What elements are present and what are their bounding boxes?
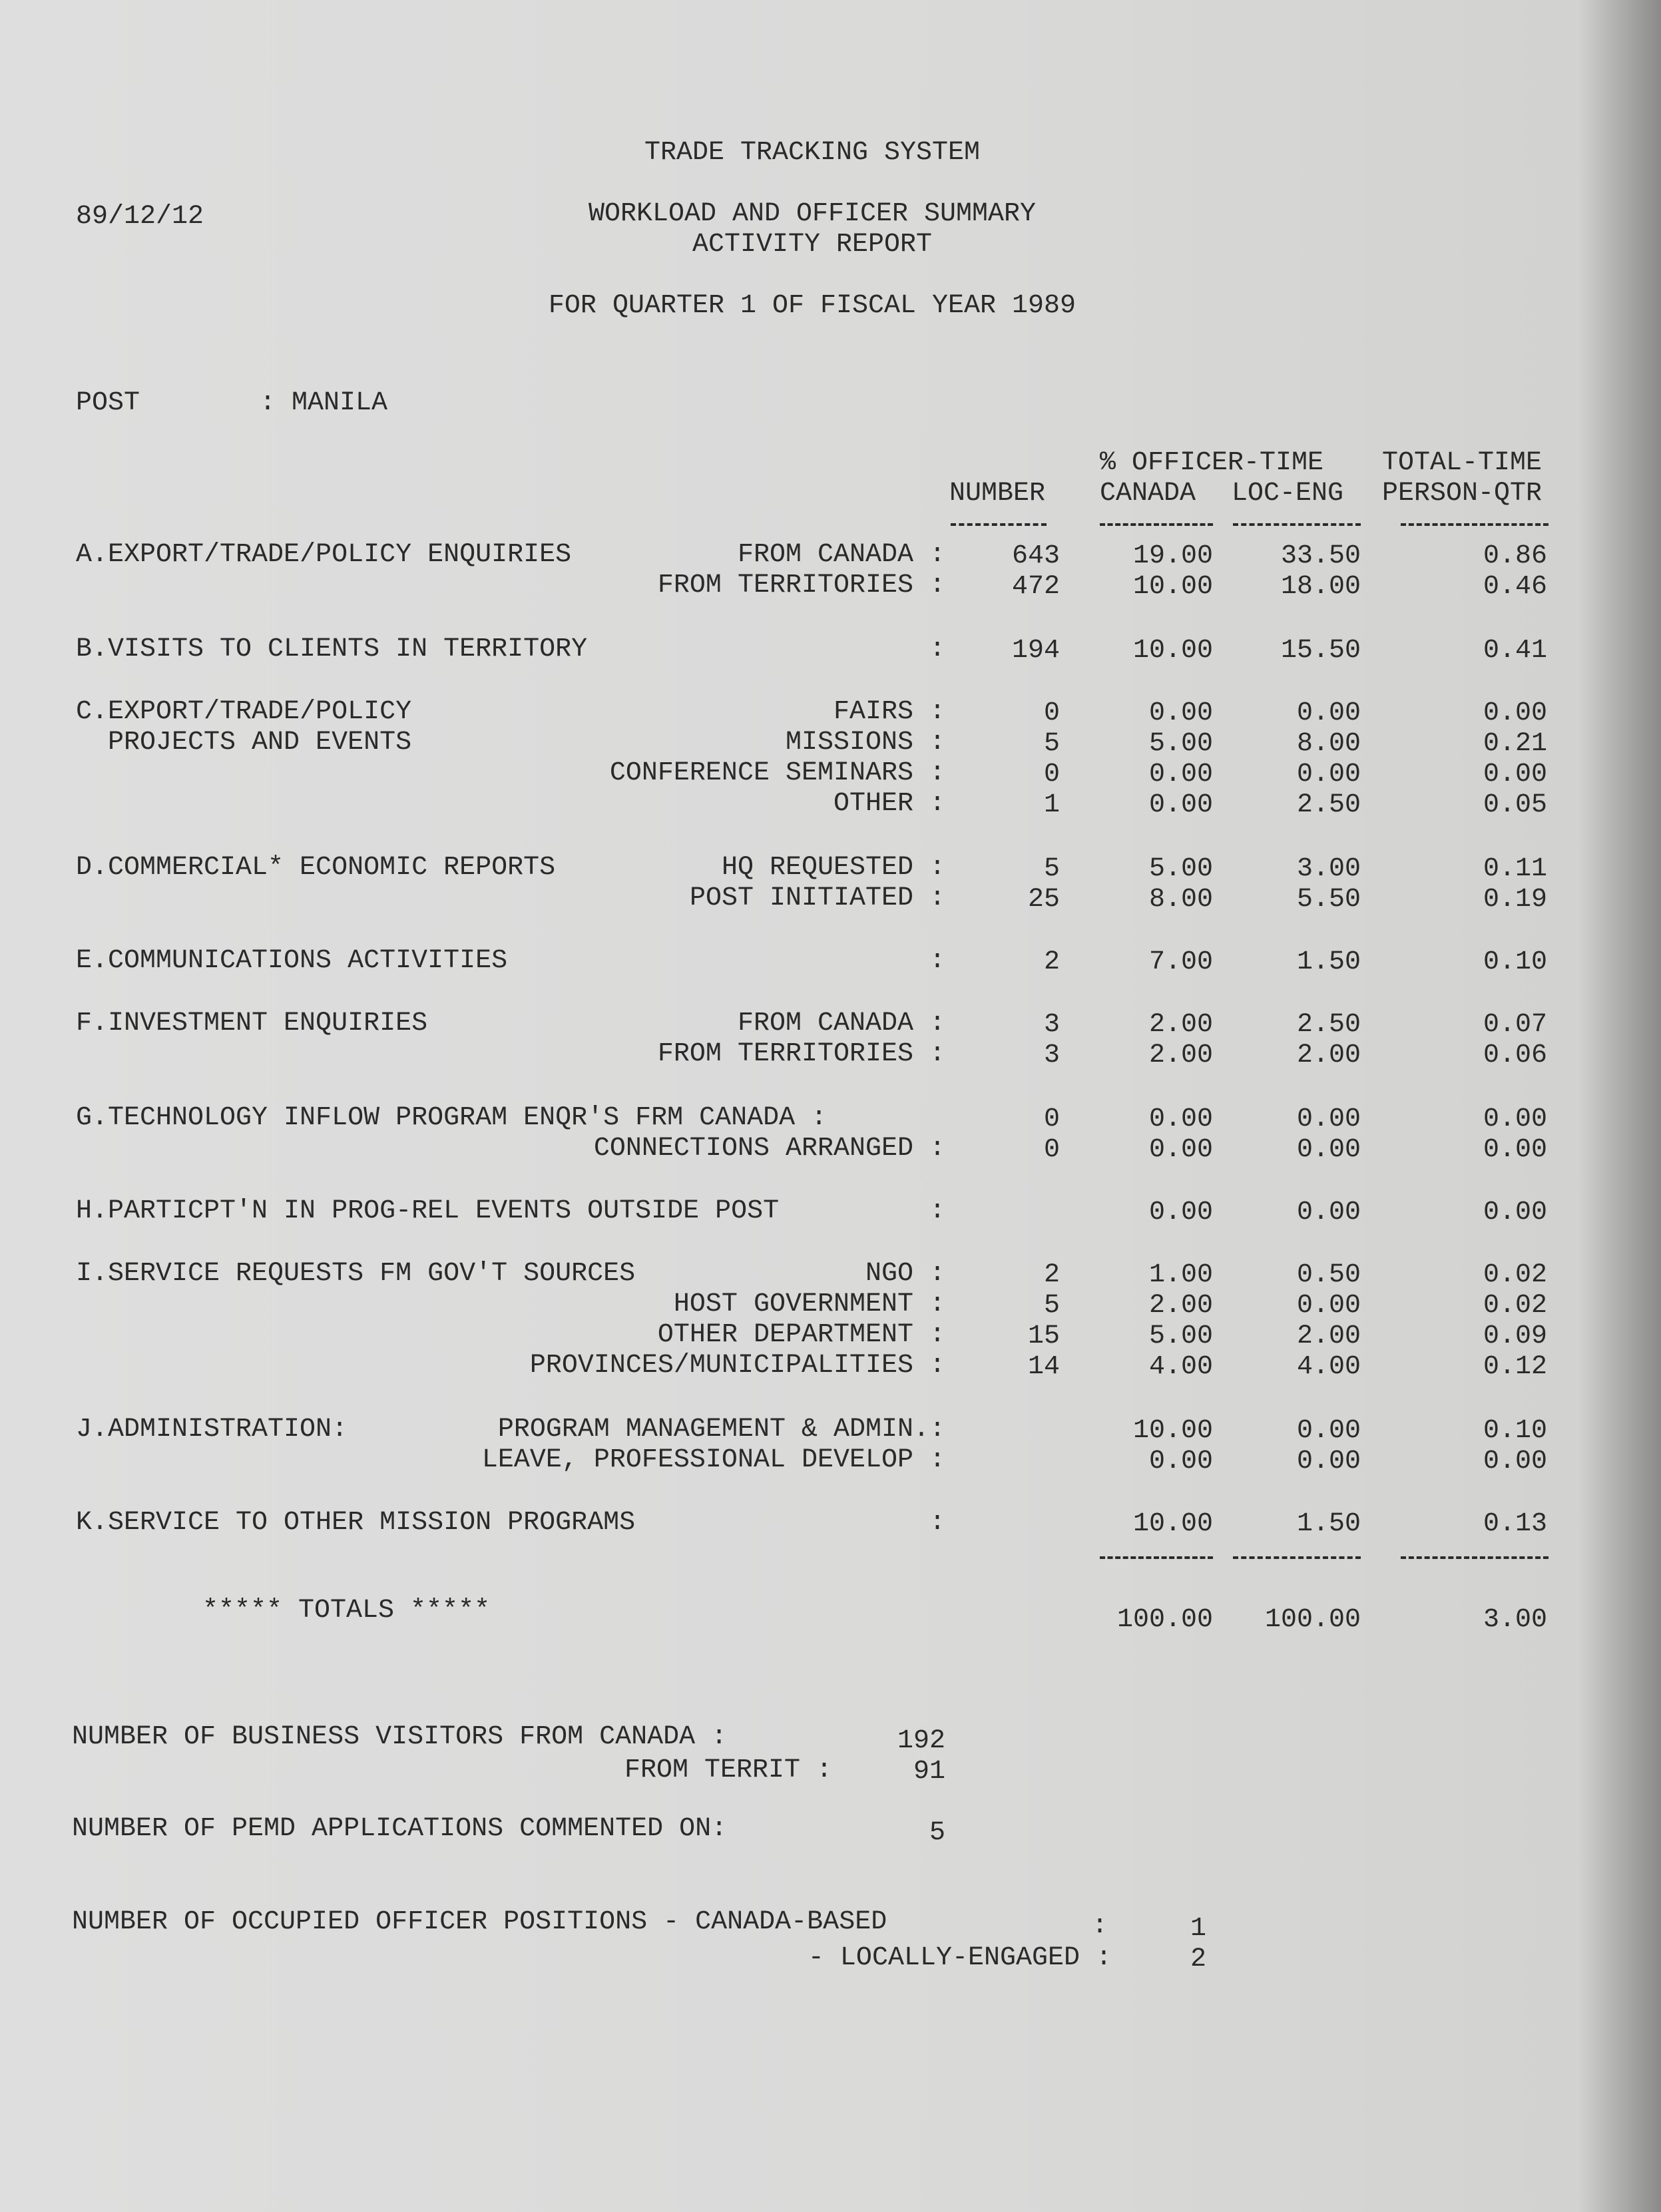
post-label: POST: [76, 388, 140, 418]
row-canada-pct: 0.00: [1148, 760, 1213, 789]
row-loc-eng-pct: 0.00: [1296, 698, 1361, 728]
pemd-value: 5: [929, 1818, 945, 1848]
row-number: 472: [1011, 572, 1060, 602]
row-canada-pct: 10.00: [1132, 636, 1213, 666]
row-number: 643: [1011, 541, 1060, 571]
row-number: 0: [1043, 760, 1060, 789]
positions-label: NUMBER OF OCCUPIED OFFICER POSITIONS - CANADA-BASED: [72, 1907, 887, 1937]
row-person-qtr: 0.12: [1483, 1352, 1547, 1382]
row-sub-label: FROM TERRITORIES :: [657, 570, 945, 600]
person-qtr-header: PERSON-QTR: [1382, 479, 1542, 509]
row-canada-pct: 10.00: [1132, 572, 1213, 602]
locally-engaged-label: - LOCALLY-ENGAGED :: [808, 1943, 1112, 1973]
row-canada-pct: 2.00: [1148, 1010, 1213, 1040]
row-sub-label: FROM CANADA :: [737, 540, 945, 570]
row-loc-eng-pct: 3.00: [1296, 854, 1361, 884]
row-canada-pct: 0.00: [1148, 698, 1213, 728]
row-category-label: PROJECTS AND EVENTS: [76, 728, 412, 758]
row-sub-label: FROM TERRITORIES :: [657, 1039, 945, 1069]
row-canada-pct: 10.00: [1132, 1416, 1213, 1446]
totals-rule-canada: [1100, 1556, 1213, 1559]
row-category-label: A.EXPORT/TRADE/POLICY ENQUIRIES: [76, 540, 572, 570]
row-sub-label: POST INITIATED :: [689, 883, 945, 913]
row-person-qtr: 0.41: [1483, 636, 1547, 666]
totals-canada: 100.00: [1116, 1605, 1213, 1635]
visitors-label: NUMBER OF BUSINESS VISITORS FROM CANADA :: [72, 1722, 728, 1752]
system-title: TRADE TRACKING SYSTEM: [644, 138, 981, 168]
row-number: 194: [1011, 636, 1060, 666]
pemd-label: NUMBER OF PEMD APPLICATIONS COMMENTED ON:: [72, 1814, 728, 1844]
row-number: 1: [1043, 790, 1060, 820]
row-sub-label: NGO :: [865, 1259, 945, 1289]
report-title-2: ACTIVITY REPORT: [692, 230, 933, 260]
row-canada-pct: 0.00: [1148, 790, 1213, 820]
row-category-label: F.INVESTMENT ENQUIRIES: [76, 1008, 428, 1038]
totals-rule-loc: [1233, 1556, 1361, 1559]
row-loc-eng-pct: 18.00: [1280, 572, 1361, 602]
report-period: FOR QUARTER 1 OF FISCAL YEAR 1989: [548, 291, 1076, 321]
row-canada-pct: 0.00: [1148, 1135, 1213, 1165]
number-header: NUMBER: [949, 479, 1046, 509]
row-sub-label: CONNECTIONS ARRANGED :: [593, 1134, 945, 1164]
row-canada-pct: 4.00: [1148, 1352, 1213, 1382]
row-person-qtr: 0.19: [1483, 885, 1547, 915]
row-number: 5: [1043, 854, 1060, 884]
row-sub-label: OTHER :: [833, 789, 945, 819]
report-date: 89/12/12: [76, 202, 204, 232]
row-person-qtr: 0.13: [1483, 1509, 1547, 1539]
row-person-qtr: 0.06: [1483, 1040, 1547, 1070]
row-loc-eng-pct: 0.00: [1296, 1416, 1361, 1446]
row-loc-eng-pct: 33.50: [1280, 541, 1361, 571]
header-rule-number: [951, 523, 1047, 526]
row-loc-eng-pct: 2.50: [1296, 1010, 1361, 1040]
row-loc-eng-pct: 0.00: [1296, 760, 1361, 789]
row-person-qtr: 0.00: [1483, 1446, 1547, 1476]
row-person-qtr: 0.00: [1483, 1198, 1547, 1227]
row-sub-label: PROGRAM MANAGEMENT & ADMIN.:: [497, 1415, 945, 1444]
row-sub-label: :: [929, 634, 945, 664]
row-canada-pct: 0.00: [1148, 1198, 1213, 1227]
row-loc-eng-pct: 2.00: [1296, 1040, 1361, 1070]
row-loc-eng-pct: 8.00: [1296, 729, 1361, 759]
row-loc-eng-pct: 0.00: [1296, 1446, 1361, 1476]
row-number: 0: [1043, 698, 1060, 728]
positions-local-value: 2: [1190, 1944, 1206, 1974]
header-rule-total: [1401, 523, 1548, 526]
row-category-label: D.COMMERCIAL* ECONOMIC REPORTS: [76, 853, 556, 883]
loc-eng-header: LOC-ENG: [1232, 479, 1344, 509]
row-sub-label: OTHER DEPARTMENT :: [657, 1320, 945, 1350]
row-number: 3: [1043, 1040, 1060, 1070]
row-category-label: K.SERVICE TO OTHER MISSION PROGRAMS: [76, 1508, 636, 1538]
row-person-qtr: 0.11: [1483, 854, 1547, 884]
row-canada-pct: 19.00: [1132, 541, 1213, 571]
row-person-qtr: 0.46: [1483, 572, 1547, 602]
totals-rule-total: [1401, 1556, 1548, 1559]
row-sub-label: FAIRS :: [833, 697, 945, 727]
row-loc-eng-pct: 1.50: [1296, 947, 1361, 977]
row-category-label: G.TECHNOLOGY INFLOW PROGRAM ENQR'S FRM CANADA :: [76, 1103, 828, 1133]
row-person-qtr: 0.09: [1483, 1321, 1547, 1351]
row-loc-eng-pct: 15.50: [1280, 636, 1361, 666]
row-sub-label: MISSIONS :: [785, 728, 945, 758]
visitors-territ-value: 91: [913, 1757, 945, 1787]
visitors-canada-value: 192: [897, 1726, 945, 1756]
pct-officer-time-header: % OFFICER-TIME: [1100, 448, 1324, 478]
row-canada-pct: 7.00: [1148, 947, 1213, 977]
row-canada-pct: 0.00: [1148, 1446, 1213, 1476]
row-sub-label: HOST GOVERNMENT :: [673, 1289, 945, 1319]
row-canada-pct: 5.00: [1148, 729, 1213, 759]
row-sub-label: CONFERENCE SEMINARS :: [609, 758, 945, 788]
row-loc-eng-pct: 0.00: [1296, 1198, 1361, 1227]
row-loc-eng-pct: 0.00: [1296, 1135, 1361, 1165]
row-sub-label: :: [929, 946, 945, 976]
positions-canada-colon: :: [1092, 1911, 1108, 1941]
total-time-header: TOTAL-TIME: [1382, 448, 1542, 478]
row-number: 2: [1043, 1260, 1060, 1290]
row-person-qtr: 0.21: [1483, 729, 1547, 759]
row-person-qtr: 0.86: [1483, 541, 1547, 571]
totals-person-qtr: 3.00: [1483, 1605, 1547, 1635]
row-sub-label: :: [929, 1196, 945, 1226]
row-person-qtr: 0.10: [1483, 947, 1547, 977]
row-canada-pct: 2.00: [1148, 1291, 1213, 1321]
header-rule-loc: [1233, 523, 1361, 526]
row-number: 25: [1027, 885, 1060, 915]
row-number: 5: [1043, 1291, 1060, 1321]
row-canada-pct: 0.00: [1148, 1104, 1213, 1134]
row-loc-eng-pct: 1.50: [1296, 1509, 1361, 1539]
row-person-qtr: 0.05: [1483, 790, 1547, 820]
row-number: 15: [1027, 1321, 1060, 1351]
totals-label: ***** TOTALS *****: [202, 1596, 491, 1626]
row-number: 2: [1043, 947, 1060, 977]
post-value: : MANILA: [260, 388, 388, 418]
row-number: 0: [1043, 1104, 1060, 1134]
totals-loc-eng: 100.00: [1264, 1605, 1361, 1635]
row-loc-eng-pct: 2.00: [1296, 1321, 1361, 1351]
row-category-label: E.COMMUNICATIONS ACTIVITIES: [76, 946, 508, 976]
row-number: 14: [1027, 1352, 1060, 1382]
row-canada-pct: 1.00: [1148, 1260, 1213, 1290]
row-canada-pct: 10.00: [1132, 1509, 1213, 1539]
row-loc-eng-pct: 0.50: [1296, 1260, 1361, 1290]
row-person-qtr: 0.02: [1483, 1291, 1547, 1321]
row-sub-label: :: [929, 1508, 945, 1538]
header-rule-canada: [1100, 523, 1213, 526]
row-loc-eng-pct: 0.00: [1296, 1104, 1361, 1134]
row-canada-pct: 5.00: [1148, 854, 1213, 884]
report-title-1: WORKLOAD AND OFFICER SUMMARY: [588, 199, 1037, 229]
row-canada-pct: 2.00: [1148, 1040, 1213, 1070]
row-person-qtr: 0.00: [1483, 760, 1547, 789]
row-category-label: J.ADMINISTRATION:: [76, 1415, 348, 1444]
row-person-qtr: 0.00: [1483, 1104, 1547, 1134]
row-canada-pct: 8.00: [1148, 885, 1213, 915]
row-loc-eng-pct: 4.00: [1296, 1352, 1361, 1382]
row-canada-pct: 5.00: [1148, 1321, 1213, 1351]
row-person-qtr: 0.07: [1483, 1010, 1547, 1040]
row-category-label: B.VISITS TO CLIENTS IN TERRITORY: [76, 634, 588, 664]
row-number: 3: [1043, 1010, 1060, 1040]
row-loc-eng-pct: 2.50: [1296, 790, 1361, 820]
row-sub-label: FROM CANADA :: [737, 1008, 945, 1038]
row-number: 0: [1043, 1135, 1060, 1165]
positions-canada-value: 1: [1190, 1914, 1206, 1944]
row-category-label: C.EXPORT/TRADE/POLICY: [76, 697, 412, 727]
row-person-qtr: 0.00: [1483, 698, 1547, 728]
row-sub-label: PROVINCES/MUNICIPALITIES :: [529, 1351, 945, 1381]
row-person-qtr: 0.00: [1483, 1135, 1547, 1165]
row-loc-eng-pct: 5.50: [1296, 885, 1361, 915]
row-number: 5: [1043, 729, 1060, 759]
row-sub-label: HQ REQUESTED :: [721, 853, 945, 883]
row-category-label: I.SERVICE REQUESTS FM GOV'T SOURCES: [76, 1259, 636, 1289]
row-loc-eng-pct: 0.00: [1296, 1291, 1361, 1321]
row-sub-label: LEAVE, PROFESSIONAL DEVELOP :: [481, 1445, 945, 1475]
row-person-qtr: 0.10: [1483, 1416, 1547, 1446]
territ-label: FROM TERRIT :: [624, 1755, 832, 1785]
row-person-qtr: 0.02: [1483, 1260, 1547, 1290]
canada-header: CANADA: [1100, 479, 1196, 509]
row-category-label: H.PARTICPT'N IN PROG-REL EVENTS OUTSIDE POST: [76, 1196, 780, 1226]
